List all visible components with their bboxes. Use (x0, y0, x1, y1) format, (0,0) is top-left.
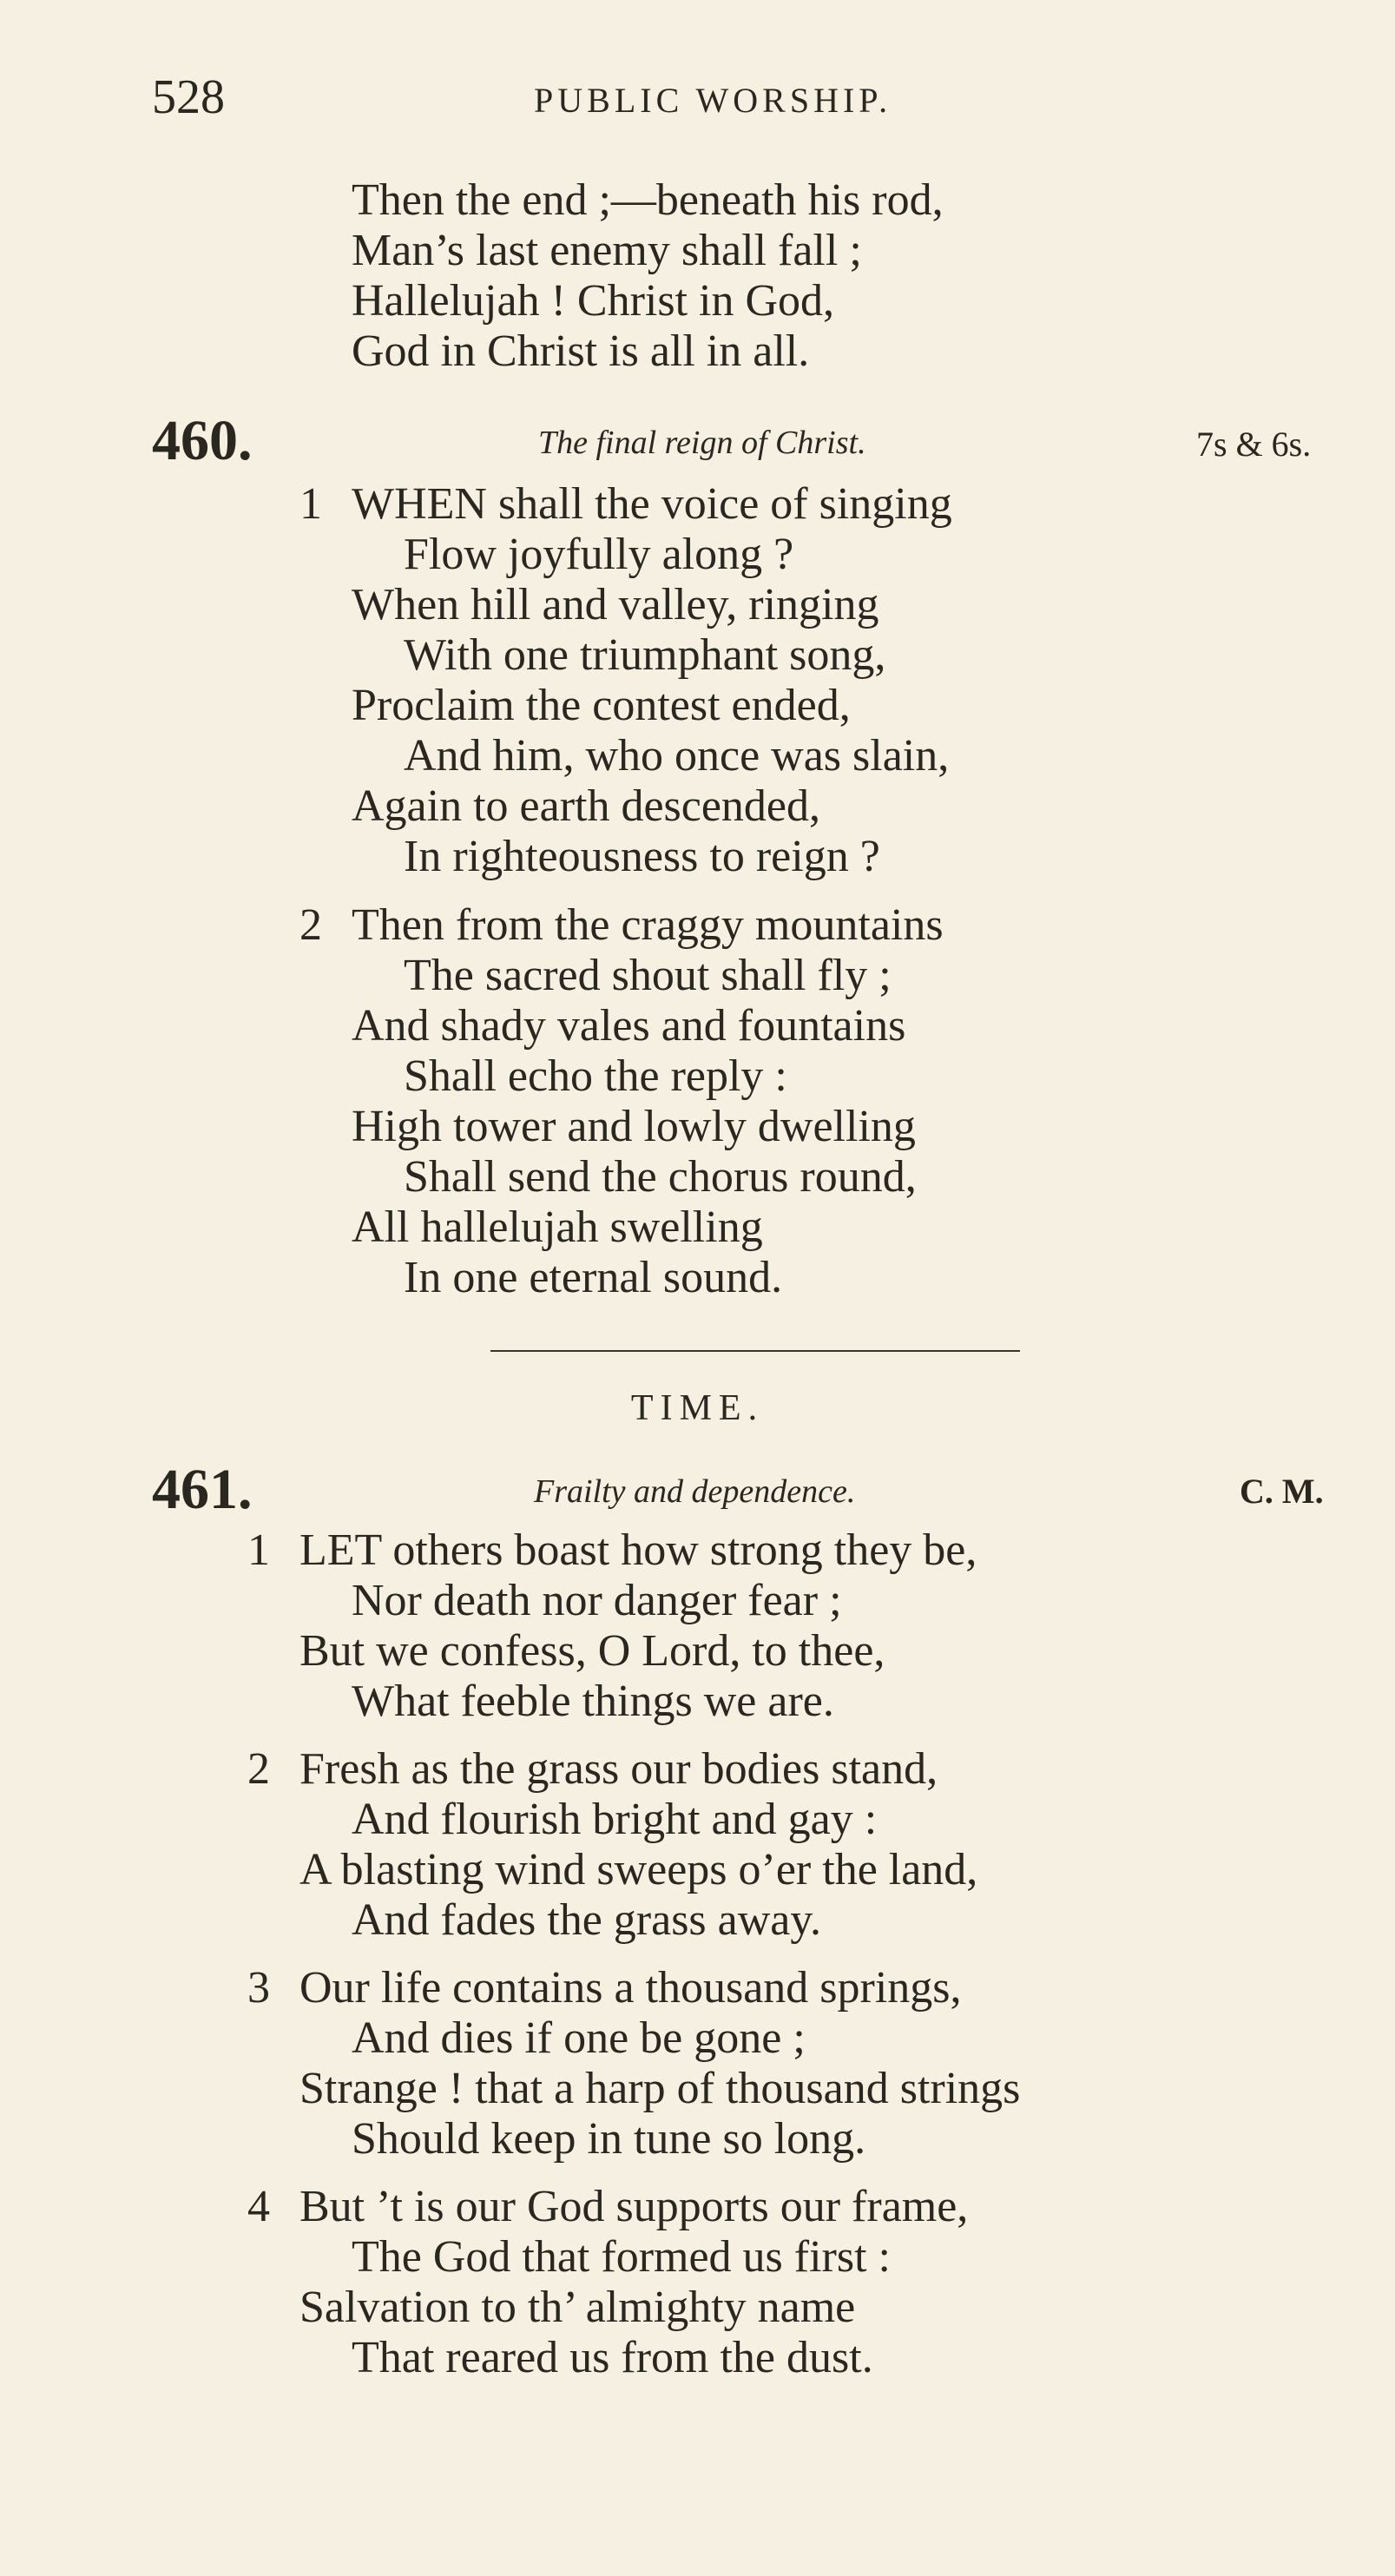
verse-line: When hill and valley, ringing (352, 580, 879, 629)
verse-line: Then the end ;—beneath his rod, (352, 175, 944, 225)
verse-line: The God that formed us first : (352, 2232, 891, 2282)
verse-line: The sacred shout shall fly ; (404, 951, 892, 1000)
verse-line: A blasting wind sweeps o’er the land, (299, 1845, 978, 1894)
verse-line: God in Christ is all in all. (352, 326, 810, 376)
page-number: 528 (152, 70, 225, 124)
verse-line: Man’s last enemy shall fall ; (352, 226, 862, 275)
verse-line (247, 1525, 977, 1575)
verse-line (247, 2184, 968, 2230)
verse-line: Again to earth descended, (352, 781, 821, 831)
stanza-number: 4 (247, 2182, 270, 2231)
verse-line: And flourish bright and gay : (352, 1795, 878, 1844)
verse-line: In one eternal sound. (404, 1253, 783, 1302)
stanza-number: 1 (247, 1525, 270, 1575)
hymn-number: 461. (152, 1458, 253, 1521)
hymn-meter: 7s & 6s. (1196, 425, 1312, 464)
verse-line: High tower and lowly dwelling (352, 1102, 916, 1151)
verse-text: WHEN shall the voice of singing (352, 479, 952, 529)
verse-line: Flow joyfully along ? (404, 530, 794, 579)
verse-line: Should keep in tune so long. (352, 2114, 866, 2164)
verse-line: Salvation to th’ almighty name (299, 2283, 856, 2332)
section-divider (490, 1350, 1020, 1352)
hymn-title: Frailty and dependence. (534, 1473, 856, 1510)
verse-line (247, 1744, 938, 1794)
verse-line: In righteousness to reign ? (404, 832, 880, 881)
verse-line: And shady vales and fountains (352, 1001, 906, 1051)
section-heading: TIME. (630, 1388, 765, 1428)
verse-line: Strange ! that a harp of thousand strings (299, 2064, 1021, 2113)
verse-line: And dies if one be gone ; (352, 2013, 806, 2063)
verse-line: Shall echo the reply : (404, 1051, 787, 1101)
verse-line: Shall send the chorus round, (404, 1152, 917, 1202)
verse-line: That reared us from the dust. (352, 2333, 873, 2382)
page-header (0, 69, 1395, 130)
verse-line: Hallelujah ! Christ in God, (352, 276, 835, 326)
stanza-number: 2 (247, 1744, 270, 1794)
stanza-number: 1 (299, 479, 322, 529)
running-title: PUBLIC WORSHIP. (534, 81, 892, 120)
verse-line: Nor death nor danger fear ; (352, 1576, 842, 1625)
verse-line (299, 479, 952, 529)
verse-line: What feeble things we are. (352, 1677, 834, 1726)
verse-line: And him, who once was slain, (404, 731, 950, 781)
stanza-number: 3 (247, 1963, 270, 2013)
stanza-number: 2 (299, 900, 322, 950)
verse-line (247, 1963, 962, 2013)
verse-line: All hallelujah swelling (352, 1202, 763, 1252)
verse-line: With one triumphant song, (404, 630, 886, 680)
verse-line (299, 900, 944, 950)
verse-text: LET others boast how strong they be, (299, 1525, 977, 1575)
hymn-meter: C. M. (1240, 1472, 1324, 1511)
hymn-title: The final reign of Christ. (538, 425, 866, 461)
verse-text: Our life contains a thousand springs, (299, 1963, 962, 2013)
verse-text: But ’t is our God supports our frame, (299, 2182, 969, 2231)
hymn-number: 460. (152, 409, 253, 472)
verse-text: Fresh as the grass our bodies stand, (299, 1744, 938, 1794)
verse-text: Then from the craggy mountains (352, 900, 944, 950)
verse-line: But we confess, O Lord, to thee, (299, 1626, 885, 1676)
verse-line: And fades the grass away. (352, 1895, 821, 1945)
verse-line: Proclaim the contest ended, (352, 681, 851, 730)
